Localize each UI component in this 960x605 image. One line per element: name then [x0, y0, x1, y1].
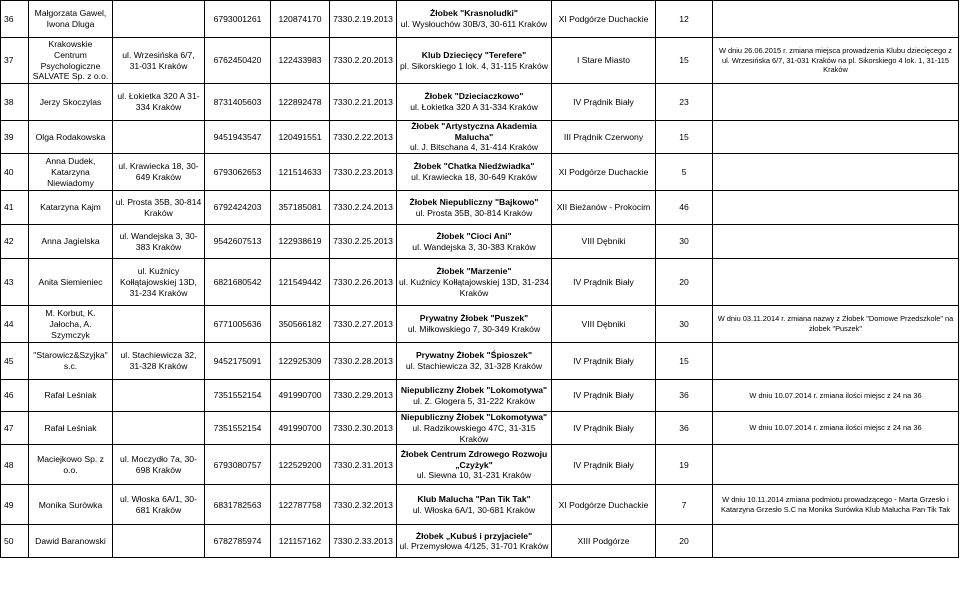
name-cell: Rafał Leśniak: [29, 412, 113, 445]
regon-cell: 491990700: [271, 380, 330, 412]
nip-cell: 8731405603: [205, 84, 271, 121]
places-cell: 7: [656, 485, 713, 525]
district-cell: VIII Dębniki: [552, 225, 656, 259]
table-row: [1, 343, 959, 380]
nip-cell: 6771005636: [205, 306, 271, 343]
facility-address: ul. Kuźnicy Kołłątajowskiej 13D, 31-234 Kraków: [399, 276, 549, 298]
row-number: 50: [1, 525, 29, 558]
regon-cell: 120491551: [271, 121, 330, 154]
places-cell: 15: [656, 343, 713, 380]
district-cell: IV Prądnik Biały: [552, 259, 656, 306]
facility-address: ul. Prosta 35B, 30-814 Kraków: [415, 207, 533, 218]
registry-number-cell: 7330.2.21.2013: [330, 84, 397, 121]
facility-name: Żłobek Centrum Zdrowego Rozwoju „Czyżyk": [400, 448, 548, 470]
nip-cell: 6793062653: [205, 154, 271, 191]
facility-address: ul. J. Bitschana 4, 31-414 Kraków: [409, 142, 539, 153]
nip-cell: 6782785974: [205, 525, 271, 558]
facility-name: Klub Dziecięcy "Terefere": [421, 49, 527, 60]
table-row: [1, 154, 959, 191]
notes-cell: [713, 154, 959, 191]
nip-cell: 6793080757: [205, 445, 271, 485]
facility-name: Klub Malucha "Pan Tik Tak": [417, 494, 531, 505]
notes-cell: [713, 525, 959, 558]
nip-cell: 6793001261: [205, 1, 271, 38]
name-cell: Olga Rodakowska: [29, 121, 113, 154]
district-cell: III Prądnik Czerwony: [552, 121, 656, 154]
facility-name: Żłobek Niepubliczny "Bajkowo": [409, 196, 539, 207]
registry-number-cell: 7330.2.22.2013: [330, 121, 397, 154]
notes-cell: [713, 343, 959, 380]
notes-cell: W dniu 03.11.2014 r. zmiana nazwy z Żłobek "Domowe Przedszkole" na żłobek "Puszek": [713, 306, 959, 343]
registry-number-cell: 7330.2.31.2013: [330, 445, 397, 485]
regon-cell: 122938619: [271, 225, 330, 259]
places-cell: 20: [656, 525, 713, 558]
row-number: 36: [1, 1, 29, 38]
district-cell: VIII Dębniki: [552, 306, 656, 343]
facility-address: ul. Z. Glogera 5, 31-222 Kraków: [413, 395, 535, 406]
district-cell: IV Prądnik Biały: [552, 343, 656, 380]
notes-cell: [713, 1, 959, 38]
table-row: [1, 412, 959, 445]
address-cell: ul. Wandejska 3, 30-383 Kraków: [113, 225, 205, 259]
notes-cell: [713, 84, 959, 121]
regon-cell: 122529200: [271, 445, 330, 485]
district-cell: XI Podgórze Duchackie: [552, 1, 656, 38]
table-row: [1, 225, 959, 259]
facility-address: ul. Krawiecka 18, 30-649 Kraków: [411, 172, 537, 183]
address-cell: [113, 525, 205, 558]
facility-cell: [397, 485, 552, 525]
registry-number-cell: 7330.2.23.2013: [330, 154, 397, 191]
row-number: 40: [1, 154, 29, 191]
facility-address: ul. Łokietka 320 A 31-334 Kraków: [410, 102, 538, 112]
district-cell: IV Prądnik Biały: [552, 380, 656, 412]
name-cell: "Starowicz&Szyjka" s.c.: [29, 343, 113, 380]
facility-cell: [397, 525, 552, 558]
notes-cell: [713, 121, 959, 154]
nip-cell: 9542607513: [205, 225, 271, 259]
table-row: [1, 38, 959, 84]
name-cell: Monika Surówka: [29, 485, 113, 525]
address-cell: ul. Krawiecka 18, 30-649 Kraków: [113, 154, 205, 191]
places-cell: 46: [656, 191, 713, 225]
notes-cell: W dniu 10.07.2014 r. zmiana ilości miejsc z 24 na 36: [713, 412, 959, 445]
notes-cell: [713, 445, 959, 485]
name-cell: Małgorzata Gawel, Iwona Dluga: [29, 1, 113, 38]
facility-cell: [397, 343, 552, 380]
row-number: 44: [1, 306, 29, 343]
nip-cell: 6821680542: [205, 259, 271, 306]
name-cell: Maciejkowo Sp. z o.o.: [29, 445, 113, 485]
address-cell: ul. Stachiewicza 32, 31-328 Kraków: [113, 343, 205, 380]
nip-cell: 7351552154: [205, 380, 271, 412]
facility-cell: [397, 412, 552, 445]
regon-cell: 357185081: [271, 191, 330, 225]
district-cell: IV Prądnik Biały: [552, 84, 656, 121]
regon-cell: 121549442: [271, 259, 330, 306]
facility-address: ul. Stachiewicza 32, 31-328 Kraków: [405, 361, 543, 372]
row-number: 45: [1, 343, 29, 380]
regon-cell: 122787758: [271, 485, 330, 525]
facility-name: Prywatny Żłobek "Śpioszek": [415, 350, 533, 361]
registry-number-cell: 7330.2.33.2013: [330, 525, 397, 558]
facility-name: Prywatny Żłobek "Puszek": [419, 313, 529, 324]
notes-cell: W dniu 26.06.2015 r. zmiana miejsca prowadzenia Klubu dziecięcego z ul. Wrzesińska 6/7, 31-031 Kraków na pl. Sikorskiego 4 lok. 1, 31-115 Kraków: [713, 38, 959, 84]
district-cell: XII Bieżanów - Prokocim: [552, 191, 656, 225]
nip-cell: 9452175091: [205, 343, 271, 380]
name-cell: Dawid Baranowski: [29, 525, 113, 558]
notes-cell: W dniu 10.07.2014 r. zmiana ilości miejsc z 24 na 36: [713, 380, 959, 412]
nip-cell: 9451943547: [205, 121, 271, 154]
registry-number-cell: 7330.2.24.2013: [330, 191, 397, 225]
facility-cell: [397, 1, 552, 38]
places-cell: 30: [656, 306, 713, 343]
address-cell: ul. Wrzesińska 6/7, 31-031 Kraków: [113, 38, 205, 84]
facility-address: ul. Miłkowskiego 7, 30-349 Kraków: [407, 324, 541, 335]
nip-cell: 6792424203: [205, 191, 271, 225]
facility-cell: [397, 259, 552, 306]
regon-cell: 121514633: [271, 154, 330, 191]
row-number: 39: [1, 121, 29, 154]
facility-address: ul. Włoska 6A/1, 30-681 Kraków: [412, 504, 536, 515]
regon-cell: 122433983: [271, 38, 330, 84]
facility-cell: [397, 121, 552, 154]
registry-number-cell: 7330.2.28.2013: [330, 343, 397, 380]
address-cell: ul. Moczydło 7a, 30-698 Kraków: [113, 445, 205, 485]
regon-cell: 122925309: [271, 343, 330, 380]
address-cell: [113, 412, 205, 445]
district-cell: IV Prądnik Biały: [552, 445, 656, 485]
nip-cell: 6762450420: [205, 38, 271, 84]
address-cell: [113, 1, 205, 38]
registry-number-cell: 7330.2.30.2013: [330, 412, 397, 445]
address-cell: [113, 380, 205, 412]
regon-cell: 122892478: [271, 84, 330, 121]
table-row: [1, 525, 959, 558]
facility-address: ul. Wandejska 3, 30-383 Kraków: [412, 241, 536, 252]
name-cell: Katarzyna Kajm: [29, 191, 113, 225]
name-cell: Rafał Leśniak: [29, 380, 113, 412]
row-number: 38: [1, 84, 29, 121]
district-cell: XI Podgórze Duchackie: [552, 485, 656, 525]
row-number: 48: [1, 445, 29, 485]
facility-address: ul. Przemysłowa 4/125, 31-701 Kraków: [399, 541, 549, 552]
name-cell: Krakowskie Centrum Psychologiczne SALVATE Sp. z o.o.: [29, 38, 113, 84]
notes-cell: [713, 225, 959, 259]
registry-number-cell: 7330.2.19.2013: [330, 1, 397, 38]
facility-cell: [397, 380, 552, 412]
nip-cell: 7351552154: [205, 412, 271, 445]
places-cell: 19: [656, 445, 713, 485]
facility-name: Żłobek "Artystyczna Akademia Malucha": [411, 121, 537, 142]
row-number: 46: [1, 380, 29, 412]
facility-address: pl. Sikorskiego 1 lok. 4, 31-115 Kraków: [400, 60, 548, 71]
table-row: [1, 445, 959, 485]
name-cell: Anna Jagielska: [29, 225, 113, 259]
registry-number-cell: 7330.2.20.2013: [330, 38, 397, 84]
row-number: 49: [1, 485, 29, 525]
regon-cell: 121157162: [271, 525, 330, 558]
facility-cell: [397, 154, 552, 191]
facility-name: Niepubliczny Żłobek "Lokomotywa": [400, 384, 548, 395]
registry-number-cell: 7330.2.27.2013: [330, 306, 397, 343]
table-row: [1, 259, 959, 306]
regon-cell: 120874170: [271, 1, 330, 38]
name-cell: Anita Siemieniec: [29, 259, 113, 306]
district-cell: XIII Podgórze: [552, 525, 656, 558]
places-cell: 12: [656, 1, 713, 38]
address-cell: ul. Włoska 6A/1, 30-681 Kraków: [113, 485, 205, 525]
facility-name: Żłobek "Marzenie": [436, 266, 512, 277]
district-cell: IV Prądnik Biały: [552, 412, 656, 445]
table-row: [1, 121, 959, 154]
places-cell: 5: [656, 154, 713, 191]
facility-name: Żłobek "Dzieciaczkowo": [424, 91, 524, 102]
registry-number-cell: 7330.2.26.2013: [330, 259, 397, 306]
address-cell: [113, 306, 205, 343]
name-cell: Jerzy Skoczylas: [29, 84, 113, 121]
registry-number-cell: 7330.2.32.2013: [330, 485, 397, 525]
name-cell: Anna Dudek, Katarzyna Niewiadomy: [29, 154, 113, 191]
regon-cell: 491990700: [271, 412, 330, 445]
district-cell: XI Podgórze Duchackie: [552, 154, 656, 191]
nip-cell: 6831782563: [205, 485, 271, 525]
table-row: [1, 191, 959, 225]
district-cell: I Stare Miasto: [552, 38, 656, 84]
places-cell: 30: [656, 225, 713, 259]
places-cell: 36: [656, 380, 713, 412]
name-cell: M. Korbut, K. Jałocha, A. Szymczyk: [29, 306, 113, 343]
address-cell: [113, 121, 205, 154]
facility-name: Żłobek „Kubuś i przyjaciele": [415, 530, 533, 541]
row-number: 47: [1, 412, 29, 445]
facility-cell: [397, 306, 552, 343]
facility-address: ul. Radzikowskiego 47C, 31-315 Kraków: [412, 422, 536, 444]
facility-name: Żłobek "Krasnoludki": [430, 8, 518, 19]
facility-name: Żłobek "Cioci Ani": [436, 230, 512, 241]
address-cell: ul. Prosta 35B, 30-814 Kraków: [113, 191, 205, 225]
facility-cell: [397, 225, 552, 259]
table-row: [1, 485, 959, 525]
table-row: [1, 1, 959, 38]
places-cell: 15: [656, 38, 713, 84]
facility-cell: [397, 38, 552, 84]
row-number: 42: [1, 225, 29, 259]
address-cell: ul. Łokietka 320 A 31-334 Kraków: [113, 84, 205, 121]
registry-number-cell: 7330.2.25.2013: [330, 225, 397, 259]
facility-cell: [397, 445, 552, 485]
facility-address: ul. Wysłouchów 30B/3, 30-611 Kraków: [400, 19, 548, 29]
facility-address: ul. Siewna 10, 31-231 Kraków: [416, 470, 532, 481]
row-number: 43: [1, 259, 29, 306]
table-row: [1, 84, 959, 121]
table-row: [1, 380, 959, 412]
facility-name: Niepubliczny Żłobek "Lokomotywa": [400, 412, 548, 423]
row-number: 41: [1, 191, 29, 225]
places-cell: 23: [656, 84, 713, 121]
places-cell: 15: [656, 121, 713, 154]
regon-cell: 350566182: [271, 306, 330, 343]
places-cell: 36: [656, 412, 713, 445]
facility-name: Żłobek "Chatka Niedźwiadka": [413, 161, 535, 172]
notes-cell: [713, 191, 959, 225]
facility-cell: [397, 191, 552, 225]
table-row: [1, 306, 959, 343]
registry-number-cell: 7330.2.29.2013: [330, 380, 397, 412]
address-cell: ul. Kuźnicy Kołłątajowskiej 13D, 31-234 Kraków: [113, 259, 205, 306]
facility-cell: [397, 84, 552, 121]
row-number: 37: [1, 38, 29, 84]
notes-cell: W dniu 10.11.2014 zmiana podmiotu prowadzącego - Marta Grzesło i Katarzyna Grzesło S.C na Monika Surówka Klub Malucha Pan Tik Tak: [713, 485, 959, 525]
notes-cell: [713, 259, 959, 306]
places-cell: 20: [656, 259, 713, 306]
